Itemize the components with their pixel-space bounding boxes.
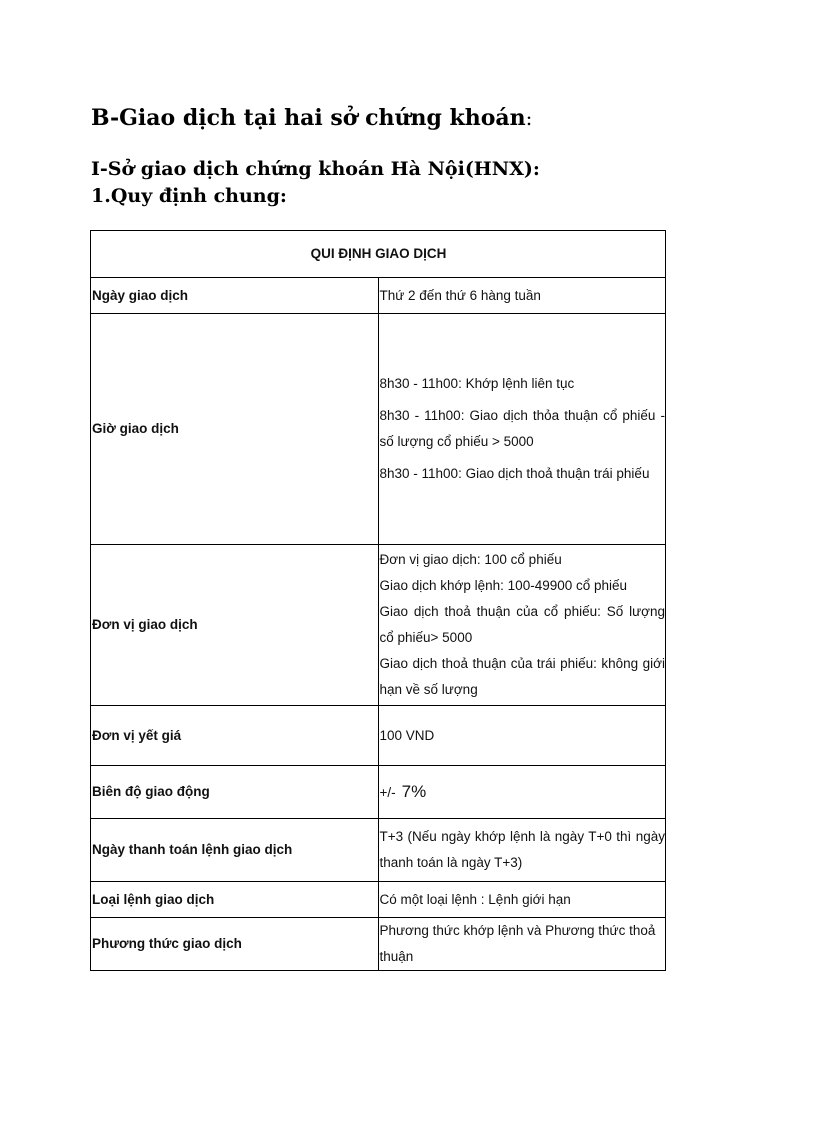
document-title-text: B-Giao dịch tại hai sở chứng khoán	[91, 105, 526, 131]
trading-hours-line: 8h30 - 11h00: Giao dịch thoả thuận trái phiếu	[379, 466, 650, 481]
table-header: QUI ĐỊNH GIAO DỊCH	[91, 231, 666, 278]
row-label-price-band: Biên độ giao động	[91, 766, 379, 819]
row-label-trading-method: Phương thức giao dịch	[91, 918, 379, 971]
trading-hours-line: 8h30 - 11h00: Khớp lệnh liên tục	[379, 376, 575, 391]
table-row	[91, 918, 666, 971]
row-value-price-band	[378, 766, 666, 819]
row-value-trading-method: Phương thức khớp lệnh và Phương thức thoả thuận	[378, 918, 666, 971]
trading-unit-line: Giao dịch thoả thuận của cổ phiếu: Số lượng cổ phiếu> 5000	[379, 604, 665, 645]
table-row	[91, 882, 666, 918]
row-label-trading-hours: Giờ giao dịch	[91, 314, 379, 545]
table-row	[91, 706, 666, 766]
document-title	[91, 100, 532, 136]
table-row	[91, 278, 666, 314]
document-title-colon: :	[525, 106, 533, 130]
row-label-trading-day: Ngày giao dịch	[91, 278, 379, 314]
table-row	[91, 314, 666, 545]
table-row	[91, 819, 666, 882]
trading-rules-table	[90, 230, 666, 971]
row-value-trading-unit	[378, 545, 666, 706]
row-label-trading-unit: Đơn vị giao dịch	[91, 545, 379, 706]
row-label-price-tick: Đơn vị yết giá	[91, 706, 379, 766]
price-band-value: 7%	[401, 781, 427, 801]
table-row	[91, 545, 666, 706]
trading-unit-line: Giao dịch khớp lệnh: 100-49900 cổ phiếu	[379, 578, 628, 593]
row-label-settlement: Ngày thanh toán lệnh giao dịch	[91, 819, 379, 882]
trading-hours-line: 8h30 - 11h00: Giao dịch thỏa thuận cổ phiếu - số lượng cổ phiếu > 5000	[379, 408, 665, 449]
trading-unit-line: Giao dịch thoả thuận của trái phiếu: không giới hạn về số lượng	[379, 656, 665, 697]
row-value-trading-day: Thứ 2 đến thứ 6 hàng tuần	[378, 278, 666, 314]
row-value-trading-hours	[378, 314, 666, 545]
subsection-heading: 1.Quy định chung:	[91, 185, 287, 207]
row-value-settlement: T+3 (Nếu ngày khớp lệnh là ngày T+0 thì ngày thanh toán là ngày T+3)	[378, 819, 666, 882]
trading-unit-line: Đơn vị giao dịch: 100 cổ phiếu	[379, 552, 562, 567]
section-heading: I-Sở giao dịch chứng khoán Hà Nội(HNX):	[91, 158, 540, 180]
row-label-order-type: Loại lệnh giao dịch	[91, 882, 379, 918]
price-band-prefix: +/-	[379, 784, 396, 800]
table-header-row	[91, 231, 666, 278]
row-value-price-tick: 100 VND	[378, 706, 666, 766]
row-value-order-type: Có một loại lệnh : Lệnh giới hạn	[378, 882, 666, 918]
table-row	[91, 766, 666, 819]
